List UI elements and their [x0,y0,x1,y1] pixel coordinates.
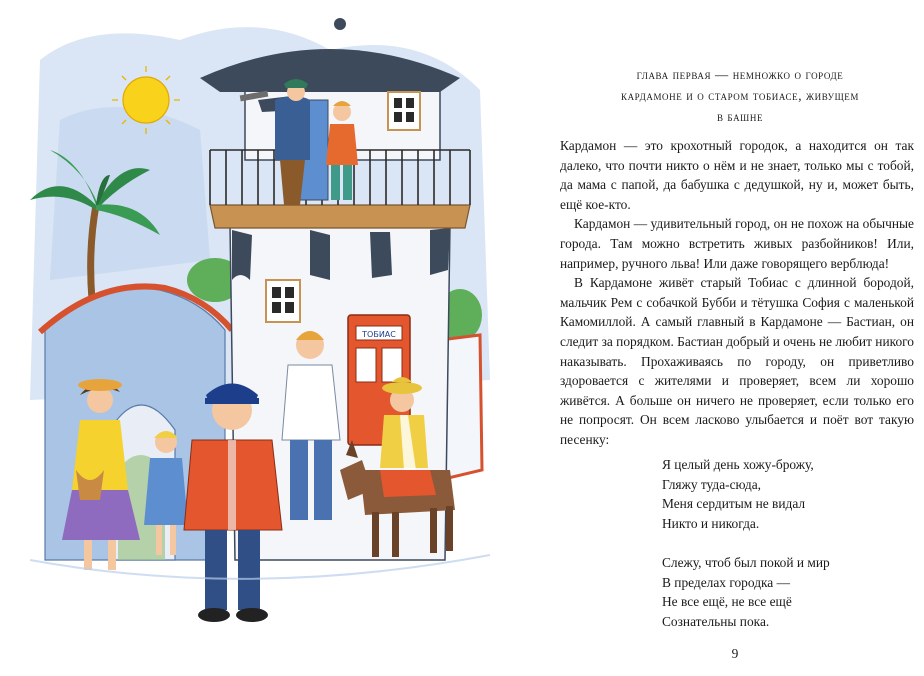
chapter-title [570,64,910,127]
poem-stanza [662,455,912,533]
poem-line: Сознательны пока. [662,613,770,629]
poem-line: Я целый день хожу-брожу, [662,457,814,472]
poem-stanza [662,553,912,631]
poem-line: В пределах городка — [662,574,790,590]
poem-line: Не все ещё, не все ещё [662,594,792,610]
song-poem [662,455,912,651]
text-page [510,0,924,676]
poem-line: Никто и никогда. [662,515,760,531]
poem-line: Слежу, чтоб был покой и мир [662,554,830,570]
chapter-title-line: кардамоне и о старом тобиасе, живущем [620,88,859,103]
poem-line: Гляжу туда-сюда, [662,476,761,492]
window [266,280,300,322]
door-sign: ТОБИАС [362,330,396,339]
chapter-title-line: в башне [716,109,764,124]
window [388,92,420,130]
balcony [210,205,470,228]
page-number: 9 [731,646,739,661]
body-text [560,136,914,450]
paragraph: В Кардамоне живёт старый Тобиас с длинной бородой, мальчик Рем с собачкой Бубби и тётушка София с маленькой Камомиллой. А самый главный в Кардамоне — Бастиан, он следит за порядком. Бастиан добрый и очень не любит никого наказывать. Прохаживаясь по городу, он приветливо здоровается с жителями и проверяет, всем ли хорошо живётся. А больше он ничего не проверяет, если только его не попросят. Он всем ласково улыбается и поёт вот такую песенку: [560,275,914,447]
paragraph: Кардамон — это крохотный городок, а находится он так далеко, что почти никто о нём и не знает, только мы с тобой, да мама с папой, да бабушка с дедушкой, ну и, может быть, ещё кое-кто. [560,138,914,212]
chapter-title-line: глава первая — немножко о городе [636,67,844,82]
poem-line: Меня сердитым не видал [662,496,806,512]
paragraph: Кардамон — удивительный город, он не похож на обычные города. Там можно встретить живых разбойников! Или, например, ручного льва! Или даже говорящего верблюда! [560,216,914,271]
